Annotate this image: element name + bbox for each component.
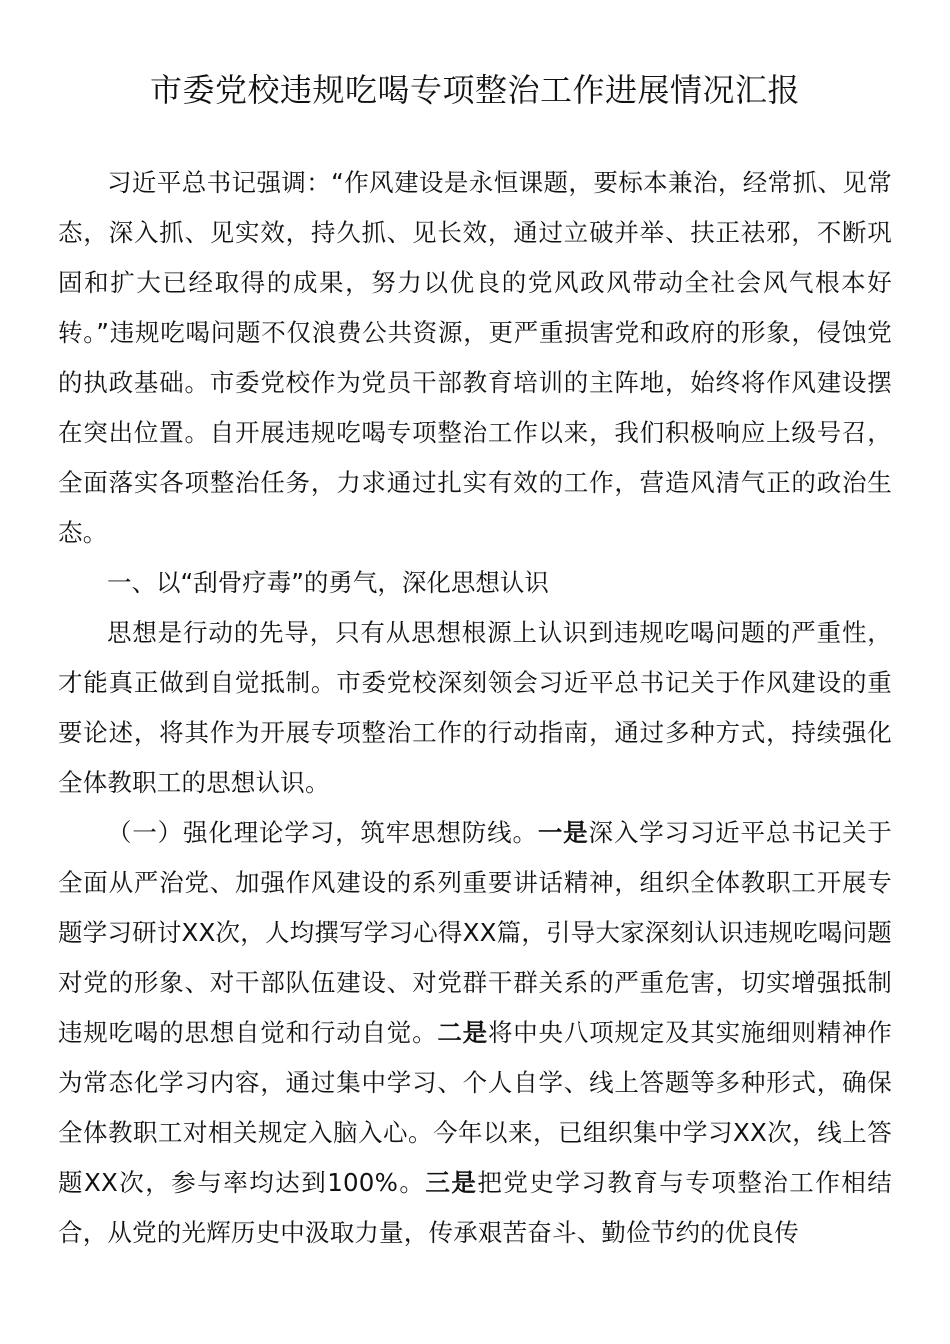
intro-paragraph: 习近平总书记强调：“作风建设是永恒课题，要标本兼治，经常抓、见常态，深入抓、见实效，持久抓、见长效，通过立破并举、扶正祛邪，不断巩固和扩大已经取得的成果，努力以优良的党风政风带动全社会风气根本好转。”违规吃喝问题不仅浪费公共资源，更严重损害党和政府的形象，侵蚀党的执政基础。市委党校作为党员干部教育培训的主阵地，始终将作风建设摆在突出位置。自开展违规吃喝专项整治工作以来，我们积极响应上级号召，全面落实各项整治任务，力求通过扎实有效的工作，营造风清气正的政治生态。 [58,168,892,547]
section-heading-1: 一、以“刮骨疗毒”的勇气，深化思想认识 [107,568,549,597]
point-3-text: 把党史学习教育与专项整治工作相结合，从党的光辉历史中汲取力量，传承艰苦奋斗、勤俭节约的优良传 [58,1168,892,1247]
section-1-body: 思想是行动的先导，只有从思想根源上认识到违规吃喝问题的严重性，才能真正做到自觉抵制。市委党校深刻领会习近平总书记关于作风建设的重要论述，将其作为开展专项整治工作的行动指南，通过多种方式，持续强化全体教职工的思想认识。 [58,618,892,797]
point-1-label: 一是 [537,818,589,847]
point-2-text: 将中央八项规定及其实施细则精神作为常态化学习内容，通过集中学习、个人自学、线上答题等多种形式，确保全体教职工对相关规定入脑入心。今年以来，已组织集中学习XX次，线上答题XX次，参与率均达到100%。 [58,1018,893,1197]
point-1-text: 深入学习习近平总书记关于全面从严治党、加强作风建设的系列重要讲话精神，组织全体教职工开展专题学习研讨XX次，人均撰写学习心得XX篇，引导大家深刻认识违规吃喝问题对党的形象、对干部队伍建设、对党群干群关系的严重危害，切实增强抵制违规吃喝的思想自觉和行动自觉。 [58,818,892,1047]
subsection-1-paragraph [58,808,892,1258]
subsection-lead: （一）强化理论学习，筑牢思想防线。 [107,818,538,847]
point-3-label: 三是 [425,1168,478,1197]
point-2-label: 二是 [437,1018,488,1047]
document-title: 市委党校违规吃喝专项整治工作进展情况汇报 [149,71,800,109]
document-page [58,62,892,1258]
